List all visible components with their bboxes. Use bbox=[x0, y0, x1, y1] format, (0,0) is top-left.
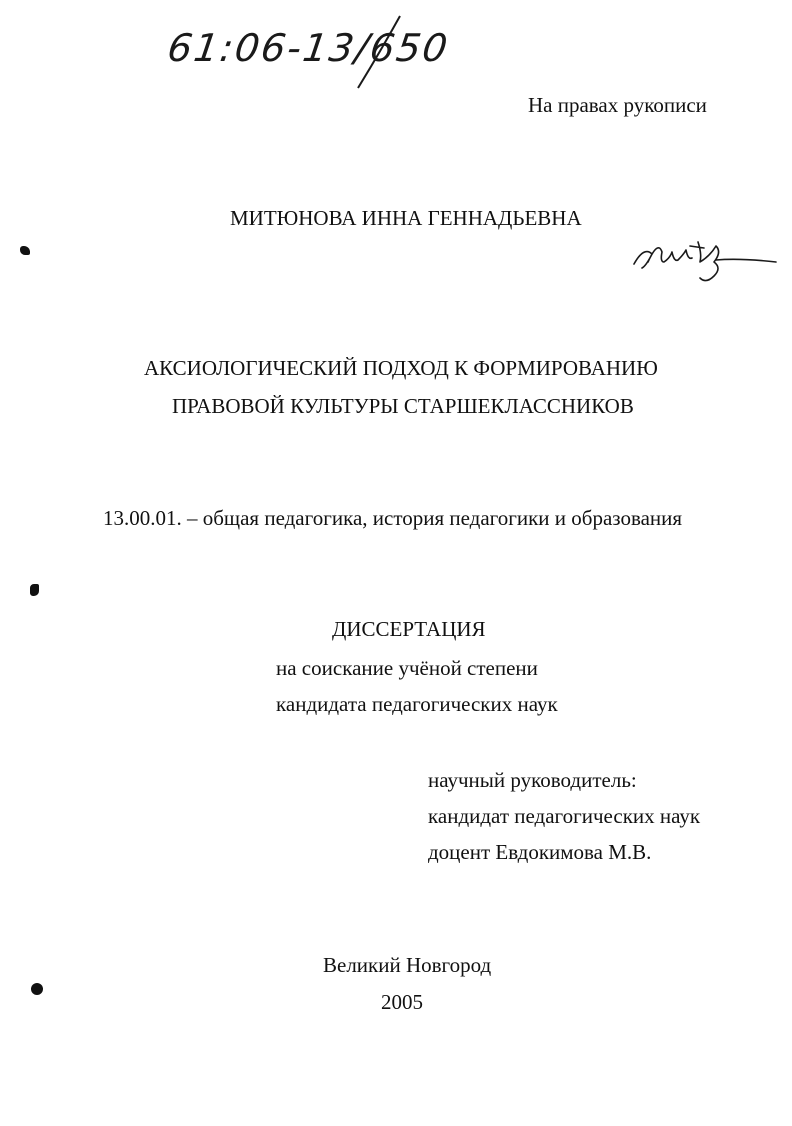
dissertation-title-line-1: АКСИОЛОГИЧЕСКИЙ ПОДХОД К ФОРМИРОВАНИЮ bbox=[144, 356, 658, 380]
handwritten-signature bbox=[630, 232, 780, 292]
handwritten-slash-mark bbox=[330, 12, 410, 92]
year: 2005 bbox=[381, 990, 423, 1014]
supervisor-degree: кандидат педагогических наук bbox=[428, 804, 701, 828]
city: Великий Новгород bbox=[323, 953, 492, 977]
document-type: ДИССЕРТАЦИЯ bbox=[332, 617, 486, 641]
manuscript-note: На правах рукописи bbox=[528, 93, 707, 117]
supervisor-name: доцент Евдокимова М.В. bbox=[428, 840, 652, 864]
dissertation-title-line-2: ПРАВОВОЙ КУЛЬТУРЫ СТАРШЕКЛАССНИКОВ bbox=[172, 394, 634, 418]
supervisor-label: научный руководитель: bbox=[428, 768, 637, 792]
scan-speck bbox=[30, 584, 39, 596]
scan-speck bbox=[31, 983, 43, 995]
degree-line-1: на соискание учёной степени bbox=[276, 656, 538, 680]
archive-number: 61:06-13/650 bbox=[164, 26, 453, 70]
specialty-code: 13.00.01. – общая педагогика, история педагогики и образования bbox=[103, 506, 683, 530]
scan-speck bbox=[20, 246, 30, 255]
degree-line-2: кандидата педагогических наук bbox=[276, 692, 558, 716]
author-name: МИТЮНОВА ИННА ГЕННАДЬЕВНА bbox=[230, 206, 582, 230]
